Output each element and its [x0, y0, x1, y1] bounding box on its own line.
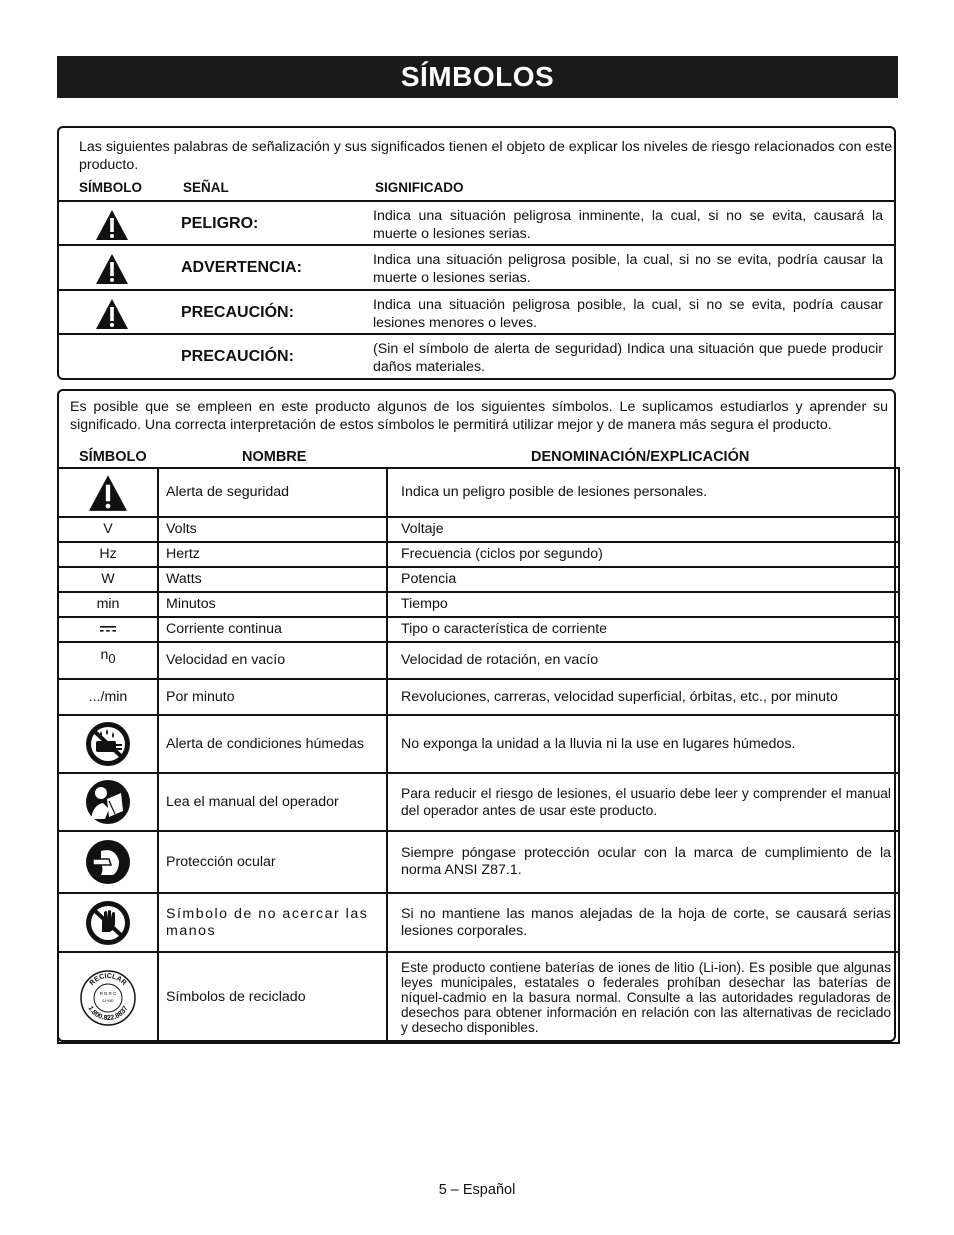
page-title: SÍMBOLOS: [57, 56, 898, 98]
warning-triangle-icon: [87, 474, 129, 512]
symbol-cell: .../min: [58, 679, 158, 715]
warning-triangle-icon: [95, 209, 129, 241]
explanation-cell: Este producto contiene baterías de iones de litio (Li-ion). Es posible que algunas leyes municipales, estatales o federales prohíban desechar las baterías de níquel-cadmio en la basura normal. Consulte a las autoridades reguladoras de desechos para obtener información en relación con las alternativas de reciclado y desecho disponibles.: [387, 952, 899, 1043]
explanation-cell: No exponga la unidad a la lluvia ni la use en lugares húmedos.: [387, 715, 899, 773]
signal-word: PRECAUCIÓN:: [181, 348, 294, 365]
recycling-seal-icon: [80, 970, 136, 1026]
name-cell: Velocidad en vacío: [158, 642, 387, 679]
seal-bottom-text: 1.800.822.8837: [86, 1004, 130, 1022]
explanation-cell: Siempre póngase protección ocular con la marca de cumplimiento de la norma ANSI Z87.1.: [387, 831, 899, 893]
name-cell: Volts: [158, 517, 387, 542]
explanation-cell: Velocidad de rotación, en vacío: [387, 642, 899, 679]
symbol-cell: [58, 617, 158, 642]
signal-word: ADVERTENCIA:: [181, 259, 302, 276]
explanation-cell: Si no mantiene las manos alejadas de la hoja de corte, se causará serias lesiones corporales.: [387, 893, 899, 952]
table-row: [58, 517, 899, 542]
name-cell: Lea el manual del operador: [158, 773, 387, 831]
explanation-cell: Tipo o característica de corriente: [387, 617, 899, 642]
warning-triangle-icon: [95, 298, 129, 330]
symbol-cell: [58, 831, 158, 893]
table-row: [58, 542, 899, 567]
explanation-cell: Para reducir el riesgo de lesiones, el usuario debe leer y comprender el manual del operador antes de usar este producto.: [387, 773, 899, 831]
table-row: [58, 679, 899, 715]
explanation-cell: Potencia: [387, 567, 899, 592]
header-signal: SEÑAL: [183, 180, 229, 195]
signal-meaning: (Sin el símbolo de alerta de seguridad) Indica una situación que puede producir daños materiales.: [373, 341, 883, 375]
warning-triangle-icon: [95, 253, 129, 285]
table-row: [58, 893, 899, 952]
header-explanation: DENOMINACIÓN/EXPLICACIÓN: [531, 449, 750, 465]
name-cell: Minutos: [158, 592, 387, 617]
symbol-cell: min: [58, 592, 158, 617]
name-cell: Hertz: [158, 542, 387, 567]
name-cell: Símbolo de no acercar las manos: [158, 893, 387, 952]
name-cell: Alerta de condiciones húmedas: [158, 715, 387, 773]
seal-middle-text: R B R C: [99, 990, 117, 996]
symbol-cell: V: [58, 517, 158, 542]
eye-protection-icon: [85, 839, 131, 885]
wet-conditions-icon: [85, 721, 131, 767]
name-cell: Corriente continua: [158, 617, 387, 642]
symbol-cell: [58, 893, 158, 952]
symbol-cell: [58, 468, 158, 517]
page-footer: 5 – Español: [438, 1182, 516, 1198]
signal-row-warning: [57, 244, 896, 290]
name-cell: Por minuto: [158, 679, 387, 715]
name-cell: Símbolos de reciclado: [158, 952, 387, 1043]
read-manual-icon: [85, 779, 131, 825]
table-row: [58, 617, 899, 642]
table-row: [58, 567, 899, 592]
symbol-cell: [58, 952, 158, 1043]
table-row: [58, 952, 899, 1043]
signal-row-caution: [57, 289, 896, 335]
signal-meaning: Indica una situación peligrosa inminente, la cual, si no se evita, causará la muerte o lesiones serias.: [373, 208, 883, 242]
table-row: [58, 468, 899, 517]
signal-row-danger: [57, 200, 896, 246]
signal-word: PELIGRO:: [181, 215, 259, 232]
header-meaning: SIGNIFICADO: [375, 180, 464, 195]
symbol-subscript: 0: [108, 650, 116, 666]
signal-meaning: Indica una situación peligrosa posible, la cual, si no se evita, podría causar la muerte o lesiones serias.: [373, 252, 883, 286]
table-row: [58, 715, 899, 773]
signal-meaning: Indica una situación peligrosa posible, la cual, si no se evita, podría causar lesiones menores o leves.: [373, 297, 883, 331]
signal-row-caution-no-symbol: [57, 333, 896, 378]
table-row: [58, 831, 899, 893]
explanation-cell: Frecuencia (ciclos por segundo): [387, 542, 899, 567]
symbol-cell: W: [58, 567, 158, 592]
symbols-table: [57, 467, 900, 1044]
direct-current-icon: [99, 625, 117, 633]
symbol-cell: Hz: [58, 542, 158, 567]
signal-words-box: [57, 126, 896, 380]
symbol-cell: [58, 715, 158, 773]
explanation-cell: Indica un peligro posible de lesiones personales.: [387, 468, 899, 517]
explanation-cell: Voltaje: [387, 517, 899, 542]
name-cell: Watts: [158, 567, 387, 592]
explanation-cell: Tiempo: [387, 592, 899, 617]
seal-inner-text: Li-ion: [102, 997, 114, 1003]
symbols-intro: Es posible que se empleen en este producto algunos de los siguientes símbolos. Le suplicamos estudiarlos y aprender su significado. Una correcta interpretación de estos símbolos le permitirá utilizar mejor y de manera más segura el producto.: [70, 399, 888, 433]
header-name: NOMBRE: [242, 449, 307, 465]
name-cell: Protección ocular: [158, 831, 387, 893]
keep-hands-away-icon: [85, 900, 131, 946]
symbol-cell: [58, 642, 158, 679]
table-row: [58, 773, 899, 831]
name-cell: Alerta de seguridad: [158, 468, 387, 517]
symbols-box: [57, 389, 896, 1042]
signal-intro: Las siguientes palabras de señalización y sus significados tienen el objeto de explicar los niveles de riesgo relacionados con este producto.: [79, 139, 893, 173]
table-row: [58, 592, 899, 617]
symbol-n: n: [100, 647, 109, 663]
table-row: [58, 642, 899, 679]
header-symbol: SÍMBOLO: [79, 180, 142, 195]
signal-word: PRECAUCIÓN:: [181, 304, 294, 321]
seal-top-text: RECICLAR: [88, 972, 128, 987]
header-symbol: SÍMBOLO: [79, 449, 147, 465]
symbol-cell: [58, 773, 158, 831]
explanation-cell: Revoluciones, carreras, velocidad superficial, órbitas, etc., por minuto: [387, 679, 899, 715]
